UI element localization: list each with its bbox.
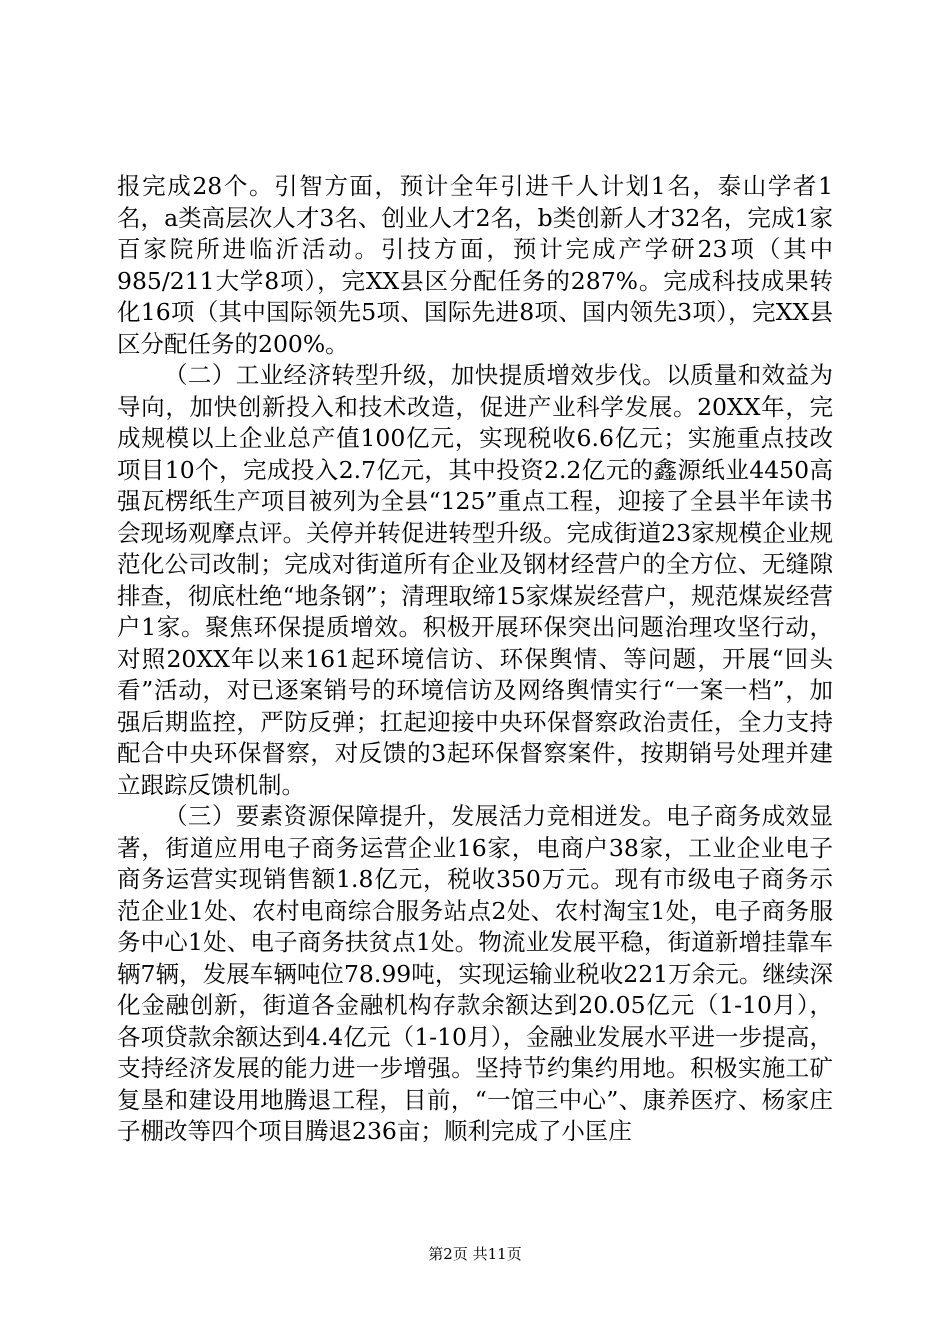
paragraph-continuation: 报完成28个。引智方面，预计全年引进千人计划1名，泰山学者1名，a类高层次人才3名、创业人才2名，b类创新人才32名，完成1家百家院所进临沂活动。引技方面，预计完成产学研23项（其中985/211大学8项），完XX县区分配任务的287%。完成科技成果转化16项（其中国际领先5项、国际先进8项、国内领先3项），完XX县区分配任务的200%。 bbox=[117, 172, 833, 358]
paragraph-industrial-economy: （二）工业经济转型升级，加快提质增效步伐。以质量和效益为导向，加快创新投入和技术改造，促进产业科学发展。20XX年，完成规模以上企业总产值100亿元，实现税收6.6亿元；实施重点技改项目10个，完成投入2.7亿元，其中投资2.2亿元的鑫源纸业4450高强瓦楞纸生产项目被列为全县“125”重点工程，迎接了全县半年读书会现场观摩点评。关停并转促进转型升级。完成街道23家规模企业规范化公司改制；完成对街道所有企业及钢材经营户的全方位、无缝隙排查，彻底杜绝“地条钢”；清理取缔15家煤炭经营户，规范煤炭经营户1家。聚焦环保提质增效。积极开展环保突出问题治理攻坚行动，对照20XX年以来161起环境信访、环保舆情、等问题，开展“回头看”活动，对已逐案销号的环境信访及网络舆情实行“一案一档”，加强后期监控，严防反弹；扛起迎接中央环保督察政治责任，全力支持配合中央环保督察，对反馈的3起环保督察案件，按期销号处理并建立跟踪反馈机制。 bbox=[117, 361, 833, 799]
page-number-footer: 第2页 共11页 bbox=[428, 1245, 522, 1263]
paragraph-resource-guarantee: （三）要素资源保障提升，发展活力竞相迸发。电子商务成效显著，街道应用电子商务运营企业16家，电商户38家，工业企业电子商务运营实现销售额1.8亿元，税收350万元。现有市级电子商务示范企业1处、农村电商综合服务站点2处、农村淘宝1处，电子商务服务中心1处、电子商务扶贫点1处。物流业发展平稳，街道新增挂靠车辆7辆，发展车辆吨位78.99吨，实现运输业税收221万余元。继续深化金融创新，街道各金融机构存款余额达到20.05亿元（1-10月），各项贷款余额达到4.4亿元（1-10月），金融业发展水平进一步提高，支持经济发展的能力进一步增强。坚持节约集约用地。积极实施工矿复垦和建设用地腾退工程，目前，“一馆三中心”、康养医疗、杨家庄子棚改等四个项目腾退236亩；顺利完成了小匡庄 bbox=[117, 802, 833, 1145]
document-body bbox=[117, 171, 833, 1148]
